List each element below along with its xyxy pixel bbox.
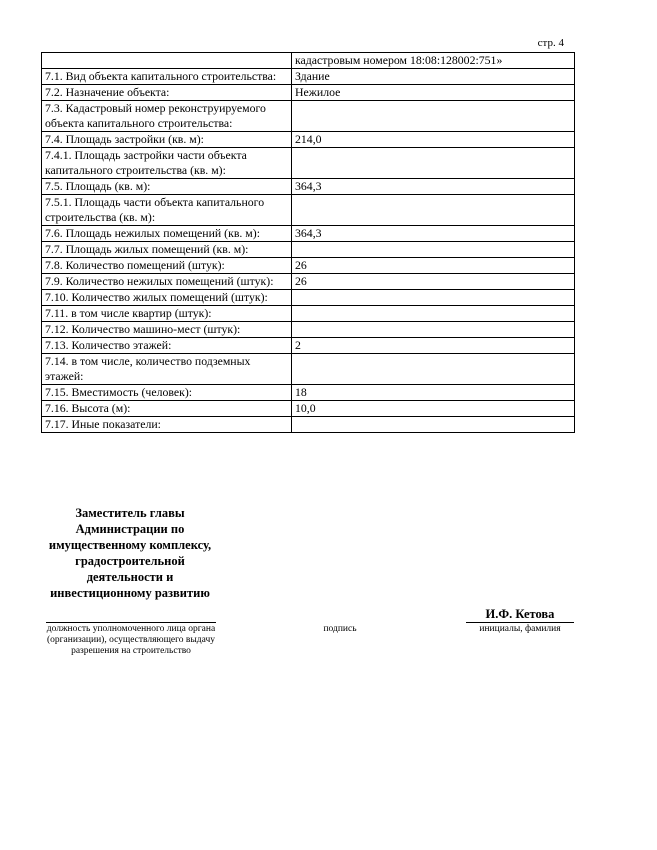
table-row [42, 179, 575, 195]
name-underline [466, 622, 574, 623]
table-row [42, 132, 575, 148]
table-row [42, 85, 575, 101]
row-label: 7.13. Количество этажей: [42, 338, 292, 354]
caption-name: инициалы, фамилия [479, 624, 561, 634]
row-value [292, 354, 575, 385]
row-value: Нежилое [292, 85, 575, 101]
row-value [292, 322, 575, 338]
row-label: 7.5. Площадь (кв. м): [42, 179, 292, 195]
row-label: 7.3. Кадастровый номер реконструируемого объекта капитального строительства: [42, 101, 292, 132]
table-row [42, 101, 575, 132]
row-label: 7.9. Количество нежилых помещений (штук): [42, 274, 292, 290]
caption-position: должность уполномоченного лица органа (организации), осуществляющего выдачу разрешения на строительство [46, 624, 216, 656]
table-row [42, 322, 575, 338]
table-row [42, 242, 575, 258]
row-value [292, 306, 575, 322]
row-value [292, 148, 575, 179]
row-value: 2 [292, 338, 575, 354]
row-value [292, 195, 575, 226]
row-value: Здание [292, 69, 575, 85]
row-value: 26 [292, 258, 575, 274]
table-row [42, 148, 575, 179]
row-value [292, 290, 575, 306]
row-label: 7.2. Назначение объекта: [42, 85, 292, 101]
caption-signature: подпись [323, 624, 357, 634]
table-row [42, 385, 575, 401]
row-value: 364,3 [292, 226, 575, 242]
row-label: 7.10. Количество жилых помещений (штук): [42, 290, 292, 306]
row-value: 18 [292, 385, 575, 401]
table-row [42, 226, 575, 242]
row-label: 7.17. Иные показатели: [42, 417, 292, 433]
row-label [42, 53, 292, 69]
row-label: 7.15. Вместимость (человек): [42, 385, 292, 401]
row-label: 7.4.1. Площадь застройки части объекта капитального строительства (кв. м): [42, 148, 292, 179]
row-label: 7.11. в том числе квартир (штук): [42, 306, 292, 322]
table-row [42, 417, 575, 433]
table-row [42, 338, 575, 354]
row-value [292, 101, 575, 132]
table-row [42, 69, 575, 85]
row-value: 364,3 [292, 179, 575, 195]
table-row [42, 274, 575, 290]
page-number: стр. 4 [537, 37, 564, 49]
row-value [292, 242, 575, 258]
table-row [42, 290, 575, 306]
position-underline [46, 622, 216, 623]
row-label: 7.1. Вид объекта капитального строительства: [42, 69, 292, 85]
row-value: 10,0 [292, 401, 575, 417]
table-row [42, 53, 575, 69]
row-label: 7.14. в том числе, количество подземных этажей: [42, 354, 292, 385]
table-body [42, 53, 575, 433]
table-row [42, 258, 575, 274]
row-label: 7.6. Площадь нежилых помещений (кв. м): [42, 226, 292, 242]
signer-name: И.Ф. Кетова [485, 607, 555, 621]
row-value: 214,0 [292, 132, 575, 148]
row-label: 7.5.1. Площадь части объекта капитального строительства (кв. м): [42, 195, 292, 226]
row-label: 7.8. Количество помещений (штук): [42, 258, 292, 274]
table-row [42, 401, 575, 417]
table-row [42, 195, 575, 226]
row-label: 7.16. Высота (м): [42, 401, 292, 417]
row-value [292, 417, 575, 433]
table-row [42, 354, 575, 385]
row-label: 7.7. Площадь жилых помещений (кв. м): [42, 242, 292, 258]
object-properties-table [41, 52, 575, 433]
row-value: 26 [292, 274, 575, 290]
position-title: Заместитель главы Администрации по имущественному комплексу, градостроительной деятельности и инвестиционному развитию [48, 506, 212, 600]
table-row [42, 306, 575, 322]
row-label: 7.4. Площадь застройки (кв. м): [42, 132, 292, 148]
row-value: кадастровым номером 18:08:128002:751» [292, 53, 575, 69]
row-label: 7.12. Количество машино-мест (штук): [42, 322, 292, 338]
